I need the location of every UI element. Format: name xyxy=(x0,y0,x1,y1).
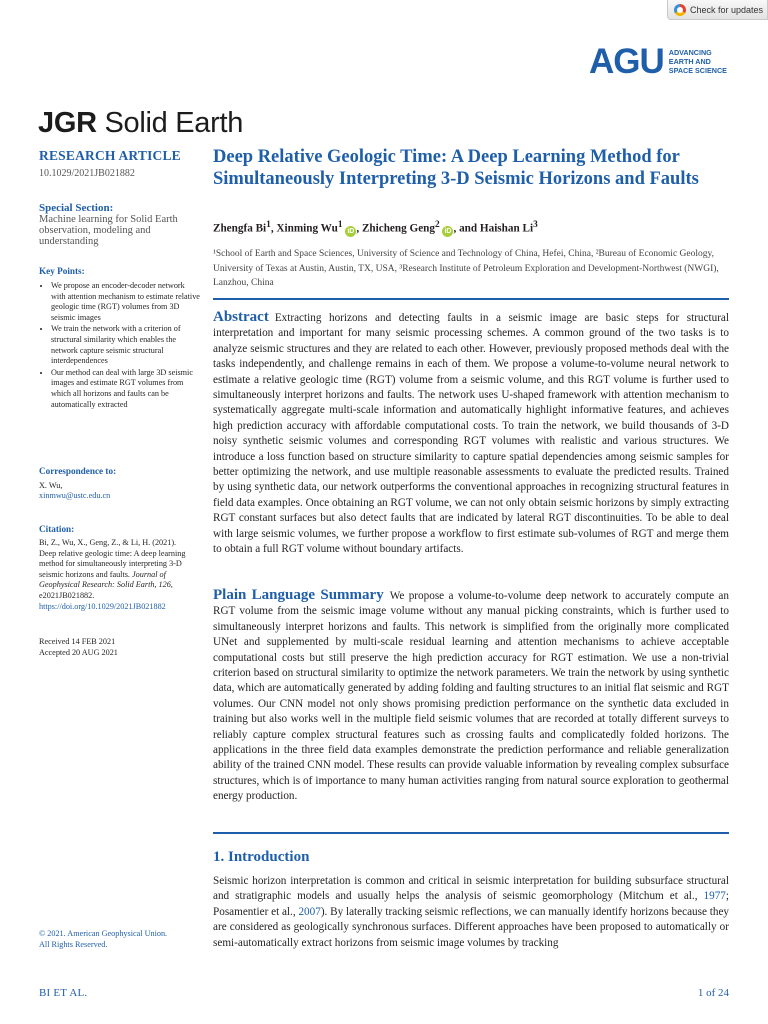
author-name: Haishan Li xyxy=(479,222,534,235)
correspondence-heading: Correspondence to: xyxy=(39,466,117,476)
author-affiliation-sup: 1 xyxy=(266,220,271,230)
journal-title: Solid Earth xyxy=(104,107,244,139)
article-doi: 10.1029/2021JB021882 xyxy=(39,168,135,179)
agu-logo-word: AGU xyxy=(589,41,664,81)
author-affiliation-sup: 1 xyxy=(337,220,343,230)
pls-heading: Plain Language Summary xyxy=(213,587,384,603)
copyright xyxy=(39,928,167,950)
crossmark-icon xyxy=(674,4,686,16)
orcid-icon[interactable]: iD xyxy=(347,227,355,235)
key-point: • We train the network with a criterion of structural similarity which enables the network capture seismic structural interdependences xyxy=(51,324,201,366)
orcid-icon[interactable]: iD xyxy=(444,227,452,235)
copyright-line: © 2021. American Geophysical Union. xyxy=(39,929,168,938)
special-section-text: Machine learning for Solid Earth observation, modeling and understanding xyxy=(39,214,178,247)
intro-text: ; Posamentier et al., xyxy=(213,890,729,918)
agu-tagline-line: EARTH AND xyxy=(668,56,711,66)
author-name: Zhengfa Bi xyxy=(213,222,267,235)
section-divider xyxy=(213,832,729,834)
author-list xyxy=(213,220,538,237)
reference-link[interactable]: 2007 xyxy=(298,905,321,918)
article-type: RESEARCH ARTICLE xyxy=(39,148,181,163)
correspondence-name: X. Wu, xyxy=(39,481,63,490)
citation-id: e2021JB021882. xyxy=(39,590,95,600)
agu-tagline-line: ADVANCING xyxy=(668,47,712,57)
introduction-heading: 1. Introduction xyxy=(213,849,310,865)
check-for-updates-badge[interactable] xyxy=(667,0,768,20)
abstract-heading: Abstract xyxy=(213,309,269,325)
accepted-date: Accepted 20 AUG 2021 xyxy=(39,648,118,657)
correspondence-email-link[interactable]: xinmwu@ustc.edu.cn xyxy=(39,491,111,500)
author-separator: , and xyxy=(453,222,480,235)
citation-journal: Journal of Geophysical Research: Solid Earth, 126, xyxy=(39,569,173,590)
received-date: Received 14 FEB 2021 xyxy=(39,637,116,646)
journal-prefix: JGR xyxy=(38,107,97,139)
check-for-updates-label: Check for updates xyxy=(690,4,764,15)
author-separator: , xyxy=(356,222,362,235)
key-points-list xyxy=(39,281,201,411)
plain-language-summary xyxy=(213,588,729,805)
section-divider xyxy=(213,298,729,300)
intro-text: Seismic horizon interpretation is common and critical in seismic interpretation for building subsurface structural and stratigraphic models and usually helps the analysis of seismic geomorphology (Mitchum et al., xyxy=(213,875,729,903)
author-name: Zhicheng Geng xyxy=(361,222,435,235)
abstract xyxy=(213,310,729,558)
key-point: • Our method can deal with large 3D seismic images and estimate RGT volumes from which all horizons and faults can be automatically extracted xyxy=(51,368,201,410)
page-number: 1 of 24 xyxy=(697,987,729,999)
copyright-line: All Rights Reserved. xyxy=(39,940,108,949)
author-affiliation-sup: 3 xyxy=(533,220,538,230)
author-name: Xinming Wu xyxy=(276,222,338,235)
agu-logo-tagline xyxy=(669,48,727,75)
key-points-heading: Key Points: xyxy=(39,266,85,276)
agu-tagline-line: SPACE SCIENCE xyxy=(668,65,727,75)
intro-text: ). By laterally tracking seismic reflections, we can manually identify horizons because they are considered as geologically synchronous surfaces. Different approaches have been proposed to automatically or semi-automatically extract horizons from seismic image volumes by tracking xyxy=(213,905,730,949)
pls-text: We propose a volume-to-volume deep network to accurately compute an RGT volume from the seismic image volume without any manual picking constraints, which is further used to simultaneously interpret horizons and faults. This network is simplified from the originally more complicated UNet and supplemented by multi-scale residual learning and attention mechanisms to achieve acceptable computational costs but still preserve the high prediction accuracy for RGT estimation. We use a non-trivial criterion based on structural similarity to optimize the network parameters. We train the network by using synthetic data, which are automatically generated by adding folding and faulting structures to an initial flat seismic and RGT volumes. Our CNN model not only shows promising prediction performance on the synthetic data excluded in training but also works well in the multiple field seismic volumes that are recorded at totally different surveys to reliably capture complex structural features such as crossing faults and complicatedly folded horizons. The applications in the three field data examples demonstrate the prediction performance and reliable generalization ability of the trained CNN model. These results can provide valuable information by revealing complex subsurface structures, which is of importance to many human activities ranging from natural source exploration to geothermal energy production. xyxy=(213,590,729,803)
key-point: • We propose an encoder-decoder network with attention mechanism to estimate relative geologic time (RGT) volumes from 3D seismic images xyxy=(51,281,201,323)
author-affiliation-sup: 2 xyxy=(435,220,440,230)
reference-link[interactable]: 1977 xyxy=(703,890,726,903)
citation-block xyxy=(39,538,189,612)
running-head: BI ET AL. xyxy=(39,987,88,999)
citation-text: Bi, Z., Wu, X., Geng, Z., & Li, H. (2021). Deep relative geologic time: A deep learning method for simultaneously interpreting 3-D seismic horizons and faults. xyxy=(39,538,186,579)
abstract-text: Extracting horizons and detecting faults in a seismic image are basic steps for structural interpretation and important for many seismic processing schemes. A common ground of the two tasks is to analyze seismic structures and they are related to each other. However, previously proposed methods deal with the tasks independently, and challenge remains in each of them. We propose a volume-to-volume neural network to estimate a relative geologic time (RGT) volume from a seismic volume, and this RGT volume is further used to simultaneously interpret horizons and faults. The network uses U-shaped framework with attention mechanism to systematically aggregate multi-scale information and automatically highlight informative features, and achieves high prediction accuracy with affordable computational costs. To train the network, we build thousands of 3-D noisy synthetic seismic volumes and corresponding RGT volumes with realistic and various structures. We introduce a loss function based on structure similarity to capture spatial dependencies among seismic samples for better optimizing the network, and use multiple reasonable assessments to evaluate the predicted results. Trained by using synthetic data, our network outperforms the conventional approaches in recognizing structural features in field data examples. Once obtaining an RGT volume, we can not only obtain seismic horizons by simply extracting RGT constant surfaces but also detect faults that are indicated by lateral RGT discontinuities. To be able to deal with large seismic volumes, we further propose a workflow to first estimate sub-volumes of RGT and merge them to obtain a full RGT volume without boundary artifacts. xyxy=(213,312,729,556)
special-section-heading: Special Section: xyxy=(39,202,114,214)
affiliations: ¹School of Earth and Space Sciences, University of Science and Technology of China, Hefei, China, ²Bureau of Economic Geology, University of Texas at Austin, Austin, TX, USA, ³Research Institute of Petroleum Exploration and Development-Northwest (NWGI), Lanzhou, China xyxy=(213,249,719,288)
agu-logo xyxy=(589,42,727,80)
journal-name xyxy=(38,106,243,140)
citation-doi-link[interactable]: https://doi.org/10.1029/2021JB021882 xyxy=(39,601,166,611)
author-separator: , xyxy=(270,222,277,235)
citation-heading: Citation: xyxy=(39,524,75,534)
introduction-paragraph xyxy=(213,874,729,951)
article-title: Deep Relative Geologic Time: A Deep Learning Method for Simultaneously Interpreting 3-D Seismic Horizons and Faults xyxy=(213,147,699,189)
